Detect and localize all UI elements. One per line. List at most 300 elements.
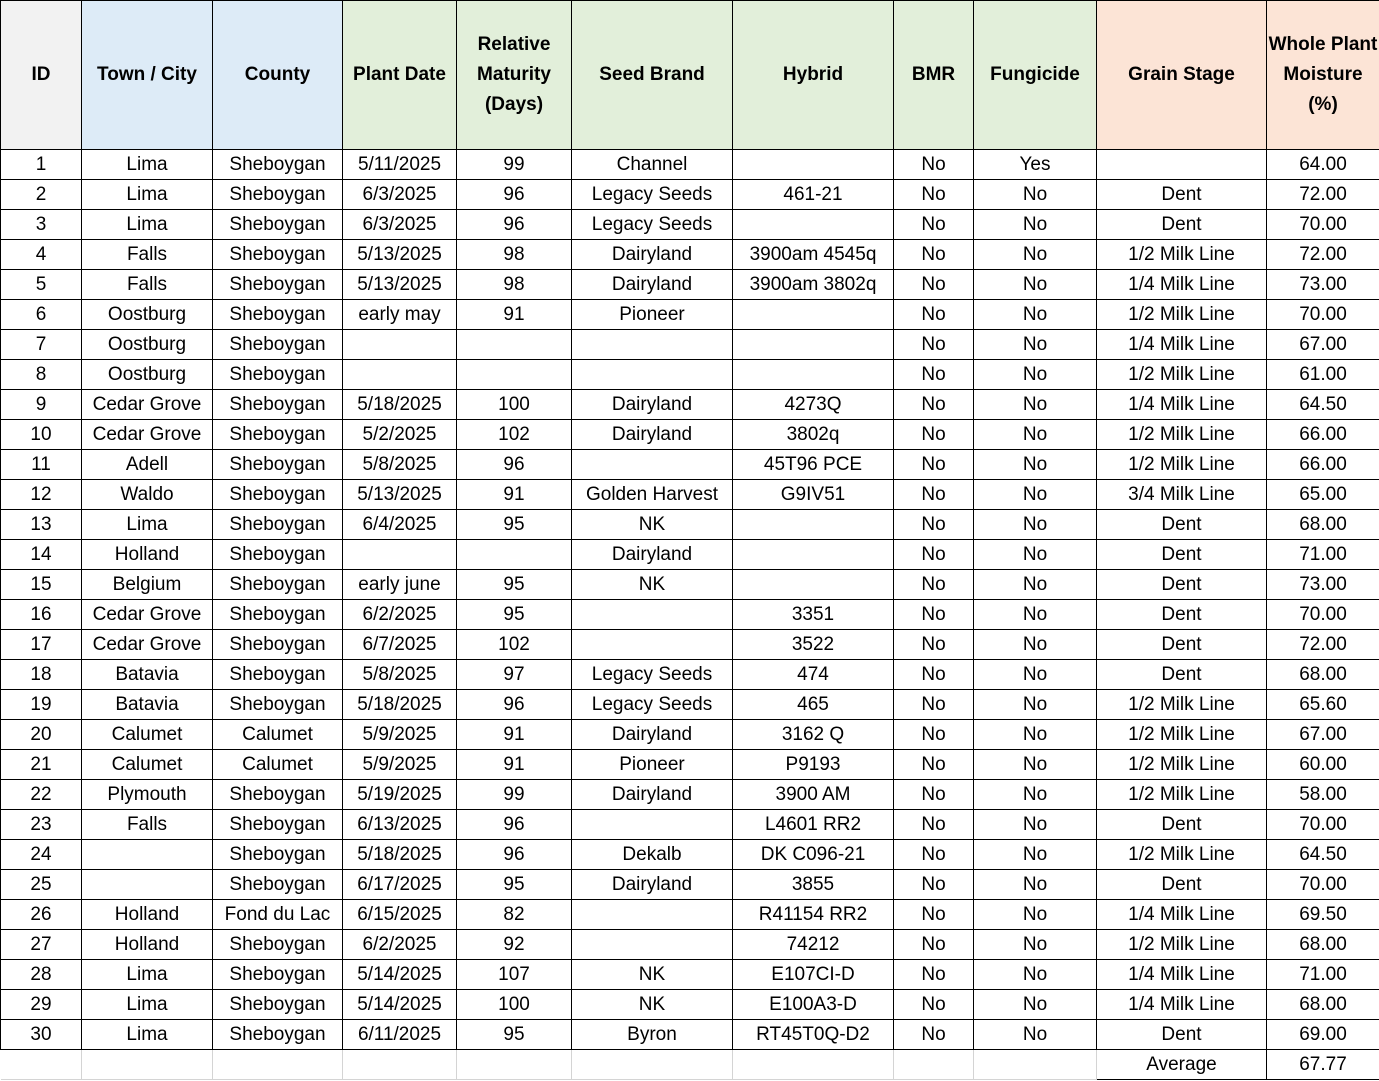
cell-relative-maturity[interactable]: 102: [457, 420, 572, 450]
cell-town-city[interactable]: Lima: [82, 1020, 213, 1050]
cell-plant-date[interactable]: 6/7/2025: [343, 630, 457, 660]
cell-plant-date[interactable]: 6/4/2025: [343, 510, 457, 540]
cell-hybrid[interactable]: 3162 Q: [733, 720, 894, 750]
header-county[interactable]: County: [213, 1, 343, 150]
cell-county[interactable]: Calumet: [213, 720, 343, 750]
cell-relative-maturity[interactable]: [457, 330, 572, 360]
cell-bmr[interactable]: No: [894, 360, 974, 390]
cell-county[interactable]: Sheboygan: [213, 240, 343, 270]
cell-bmr[interactable]: No: [894, 450, 974, 480]
cell-grain-stage[interactable]: 1/2 Milk Line: [1097, 780, 1267, 810]
cell-relative-maturity[interactable]: 82: [457, 900, 572, 930]
header-town-city[interactable]: Town / City: [82, 1, 213, 150]
cell-grain-stage[interactable]: Dent: [1097, 810, 1267, 840]
cell-town-city[interactable]: Falls: [82, 810, 213, 840]
cell-relative-maturity[interactable]: 92: [457, 930, 572, 960]
cell-seed-brand[interactable]: Dairyland: [572, 870, 733, 900]
cell-bmr[interactable]: No: [894, 510, 974, 540]
cell-plant-date[interactable]: 5/11/2025: [343, 150, 457, 180]
cell-relative-maturity[interactable]: 96: [457, 450, 572, 480]
cell-grain-stage[interactable]: 1/4 Milk Line: [1097, 900, 1267, 930]
cell-grain-stage[interactable]: 1/2 Milk Line: [1097, 300, 1267, 330]
cell-bmr[interactable]: No: [894, 270, 974, 300]
cell-town-city[interactable]: Falls: [82, 240, 213, 270]
cell-whole-plant-moisture[interactable]: 68.00: [1267, 990, 1379, 1020]
cell-seed-brand[interactable]: Golden Harvest: [572, 480, 733, 510]
cell-id[interactable]: 30: [1, 1020, 82, 1050]
cell-id[interactable]: 23: [1, 810, 82, 840]
cell-relative-maturity[interactable]: 91: [457, 750, 572, 780]
cell-hybrid[interactable]: [733, 540, 894, 570]
cell-relative-maturity[interactable]: [457, 540, 572, 570]
cell-relative-maturity[interactable]: 96: [457, 210, 572, 240]
cell-hybrid[interactable]: G9IV51: [733, 480, 894, 510]
cell-bmr[interactable]: No: [894, 870, 974, 900]
cell-whole-plant-moisture[interactable]: 68.00: [1267, 660, 1379, 690]
cell-id[interactable]: 6: [1, 300, 82, 330]
empty-cell[interactable]: [974, 1050, 1097, 1080]
cell-bmr[interactable]: No: [894, 210, 974, 240]
cell-town-city[interactable]: Lima: [82, 960, 213, 990]
header-grain-stage[interactable]: Grain Stage: [1097, 1, 1267, 150]
cell-fungicide[interactable]: No: [974, 840, 1097, 870]
cell-seed-brand[interactable]: [572, 810, 733, 840]
cell-hybrid[interactable]: 4273Q: [733, 390, 894, 420]
cell-hybrid[interactable]: [733, 570, 894, 600]
cell-plant-date[interactable]: early may: [343, 300, 457, 330]
cell-whole-plant-moisture[interactable]: 64.50: [1267, 840, 1379, 870]
cell-plant-date[interactable]: 5/19/2025: [343, 780, 457, 810]
cell-bmr[interactable]: No: [894, 600, 974, 630]
cell-bmr[interactable]: No: [894, 240, 974, 270]
cell-relative-maturity[interactable]: 97: [457, 660, 572, 690]
cell-hybrid[interactable]: [733, 210, 894, 240]
cell-whole-plant-moisture[interactable]: 70.00: [1267, 600, 1379, 630]
cell-grain-stage[interactable]: Dent: [1097, 1020, 1267, 1050]
cell-county[interactable]: Sheboygan: [213, 990, 343, 1020]
cell-relative-maturity[interactable]: 91: [457, 300, 572, 330]
cell-town-city[interactable]: Calumet: [82, 720, 213, 750]
cell-relative-maturity[interactable]: 96: [457, 690, 572, 720]
cell-relative-maturity[interactable]: 102: [457, 630, 572, 660]
cell-county[interactable]: Sheboygan: [213, 210, 343, 240]
cell-relative-maturity[interactable]: 95: [457, 570, 572, 600]
cell-county[interactable]: Sheboygan: [213, 840, 343, 870]
cell-county[interactable]: Sheboygan: [213, 540, 343, 570]
cell-county[interactable]: Sheboygan: [213, 690, 343, 720]
cell-grain-stage[interactable]: 1/2 Milk Line: [1097, 840, 1267, 870]
cell-town-city[interactable]: Holland: [82, 540, 213, 570]
average-value[interactable]: 67.77: [1267, 1050, 1379, 1080]
cell-whole-plant-moisture[interactable]: 64.00: [1267, 150, 1379, 180]
cell-fungicide[interactable]: No: [974, 930, 1097, 960]
cell-plant-date[interactable]: early june: [343, 570, 457, 600]
cell-hybrid[interactable]: L4601 RR2: [733, 810, 894, 840]
cell-town-city[interactable]: Falls: [82, 270, 213, 300]
cell-relative-maturity[interactable]: 95: [457, 600, 572, 630]
cell-id[interactable]: 8: [1, 360, 82, 390]
cell-fungicide[interactable]: No: [974, 180, 1097, 210]
cell-hybrid[interactable]: 3900am 3802q: [733, 270, 894, 300]
cell-relative-maturity[interactable]: 100: [457, 390, 572, 420]
cell-id[interactable]: 13: [1, 510, 82, 540]
cell-county[interactable]: Sheboygan: [213, 570, 343, 600]
header-fungicide[interactable]: Fungicide: [974, 1, 1097, 150]
cell-hybrid[interactable]: 3900 AM: [733, 780, 894, 810]
empty-cell[interactable]: [894, 1050, 974, 1080]
cell-hybrid[interactable]: [733, 150, 894, 180]
cell-hybrid[interactable]: P9193: [733, 750, 894, 780]
cell-town-city[interactable]: [82, 870, 213, 900]
cell-plant-date[interactable]: 5/8/2025: [343, 660, 457, 690]
cell-whole-plant-moisture[interactable]: 67.00: [1267, 330, 1379, 360]
cell-county[interactable]: Sheboygan: [213, 960, 343, 990]
cell-whole-plant-moisture[interactable]: 65.00: [1267, 480, 1379, 510]
cell-seed-brand[interactable]: [572, 900, 733, 930]
cell-whole-plant-moisture[interactable]: 70.00: [1267, 810, 1379, 840]
cell-fungicide[interactable]: No: [974, 480, 1097, 510]
header-seed-brand[interactable]: Seed Brand: [572, 1, 733, 150]
empty-cell[interactable]: [733, 1050, 894, 1080]
cell-plant-date[interactable]: 5/8/2025: [343, 450, 457, 480]
cell-whole-plant-moisture[interactable]: 61.00: [1267, 360, 1379, 390]
cell-plant-date[interactable]: 6/3/2025: [343, 210, 457, 240]
cell-plant-date[interactable]: 5/9/2025: [343, 750, 457, 780]
cell-relative-maturity[interactable]: 98: [457, 270, 572, 300]
cell-bmr[interactable]: No: [894, 330, 974, 360]
cell-id[interactable]: 9: [1, 390, 82, 420]
cell-seed-brand[interactable]: Dairyland: [572, 720, 733, 750]
cell-fungicide[interactable]: Yes: [974, 150, 1097, 180]
cell-whole-plant-moisture[interactable]: 66.00: [1267, 450, 1379, 480]
cell-hybrid[interactable]: DK C096-21: [733, 840, 894, 870]
cell-whole-plant-moisture[interactable]: 68.00: [1267, 930, 1379, 960]
cell-grain-stage[interactable]: 1/2 Milk Line: [1097, 240, 1267, 270]
cell-bmr[interactable]: No: [894, 900, 974, 930]
cell-grain-stage[interactable]: Dent: [1097, 630, 1267, 660]
cell-hybrid[interactable]: 465: [733, 690, 894, 720]
cell-grain-stage[interactable]: 1/2 Milk Line: [1097, 690, 1267, 720]
empty-cell[interactable]: [457, 1050, 572, 1080]
header-plant-date[interactable]: Plant Date: [343, 1, 457, 150]
cell-town-city[interactable]: Cedar Grove: [82, 390, 213, 420]
cell-fungicide[interactable]: No: [974, 360, 1097, 390]
cell-seed-brand[interactable]: NK: [572, 570, 733, 600]
cell-grain-stage[interactable]: 1/4 Milk Line: [1097, 960, 1267, 990]
cell-grain-stage[interactable]: 1/4 Milk Line: [1097, 390, 1267, 420]
cell-hybrid[interactable]: [733, 330, 894, 360]
cell-bmr[interactable]: No: [894, 420, 974, 450]
cell-id[interactable]: 22: [1, 780, 82, 810]
cell-fungicide[interactable]: No: [974, 270, 1097, 300]
cell-town-city[interactable]: Plymouth: [82, 780, 213, 810]
cell-whole-plant-moisture[interactable]: 70.00: [1267, 870, 1379, 900]
cell-plant-date[interactable]: 6/11/2025: [343, 1020, 457, 1050]
cell-whole-plant-moisture[interactable]: 72.00: [1267, 240, 1379, 270]
cell-relative-maturity[interactable]: 96: [457, 810, 572, 840]
cell-grain-stage[interactable]: 1/2 Milk Line: [1097, 450, 1267, 480]
cell-grain-stage[interactable]: 1/2 Milk Line: [1097, 420, 1267, 450]
cell-whole-plant-moisture[interactable]: 72.00: [1267, 180, 1379, 210]
cell-seed-brand[interactable]: Legacy Seeds: [572, 690, 733, 720]
cell-id[interactable]: 11: [1, 450, 82, 480]
cell-hybrid[interactable]: [733, 360, 894, 390]
cell-bmr[interactable]: No: [894, 180, 974, 210]
cell-hybrid[interactable]: 474: [733, 660, 894, 690]
cell-hybrid[interactable]: 3855: [733, 870, 894, 900]
cell-grain-stage[interactable]: Dent: [1097, 570, 1267, 600]
cell-county[interactable]: Sheboygan: [213, 930, 343, 960]
cell-town-city[interactable]: Adell: [82, 450, 213, 480]
cell-whole-plant-moisture[interactable]: 71.00: [1267, 960, 1379, 990]
cell-hybrid[interactable]: 3802q: [733, 420, 894, 450]
cell-fungicide[interactable]: No: [974, 660, 1097, 690]
cell-bmr[interactable]: No: [894, 690, 974, 720]
cell-plant-date[interactable]: 5/18/2025: [343, 840, 457, 870]
cell-id[interactable]: 2: [1, 180, 82, 210]
cell-fungicide[interactable]: No: [974, 960, 1097, 990]
cell-plant-date[interactable]: [343, 540, 457, 570]
cell-county[interactable]: Sheboygan: [213, 420, 343, 450]
cell-hybrid[interactable]: RT45T0Q-D2: [733, 1020, 894, 1050]
cell-town-city[interactable]: Batavia: [82, 690, 213, 720]
cell-fungicide[interactable]: No: [974, 630, 1097, 660]
cell-relative-maturity[interactable]: 107: [457, 960, 572, 990]
cell-county[interactable]: Sheboygan: [213, 630, 343, 660]
cell-plant-date[interactable]: 5/13/2025: [343, 240, 457, 270]
cell-town-city[interactable]: Batavia: [82, 660, 213, 690]
cell-town-city[interactable]: Oostburg: [82, 330, 213, 360]
cell-seed-brand[interactable]: Dekalb: [572, 840, 733, 870]
cell-id[interactable]: 15: [1, 570, 82, 600]
cell-fungicide[interactable]: No: [974, 300, 1097, 330]
cell-town-city[interactable]: Cedar Grove: [82, 600, 213, 630]
cell-plant-date[interactable]: 5/13/2025: [343, 480, 457, 510]
cell-county[interactable]: Sheboygan: [213, 360, 343, 390]
cell-fungicide[interactable]: No: [974, 540, 1097, 570]
cell-id[interactable]: 3: [1, 210, 82, 240]
cell-county[interactable]: Sheboygan: [213, 330, 343, 360]
cell-town-city[interactable]: Oostburg: [82, 300, 213, 330]
cell-fungicide[interactable]: No: [974, 870, 1097, 900]
cell-relative-maturity[interactable]: 91: [457, 720, 572, 750]
cell-county[interactable]: Sheboygan: [213, 600, 343, 630]
cell-bmr[interactable]: No: [894, 1020, 974, 1050]
header-whole-plant-moisture[interactable]: Whole Plant Moisture (%): [1267, 1, 1379, 150]
cell-id[interactable]: 7: [1, 330, 82, 360]
cell-whole-plant-moisture[interactable]: 67.00: [1267, 720, 1379, 750]
cell-seed-brand[interactable]: Legacy Seeds: [572, 180, 733, 210]
cell-county[interactable]: Sheboygan: [213, 870, 343, 900]
cell-plant-date[interactable]: 6/2/2025: [343, 600, 457, 630]
cell-fungicide[interactable]: No: [974, 420, 1097, 450]
cell-hybrid[interactable]: 74212: [733, 930, 894, 960]
cell-fungicide[interactable]: No: [974, 1020, 1097, 1050]
cell-whole-plant-moisture[interactable]: 73.00: [1267, 570, 1379, 600]
cell-grain-stage[interactable]: Dent: [1097, 600, 1267, 630]
cell-seed-brand[interactable]: NK: [572, 960, 733, 990]
cell-bmr[interactable]: No: [894, 840, 974, 870]
cell-fungicide[interactable]: No: [974, 240, 1097, 270]
cell-bmr[interactable]: No: [894, 630, 974, 660]
cell-hybrid[interactable]: 461-21: [733, 180, 894, 210]
cell-grain-stage[interactable]: Dent: [1097, 210, 1267, 240]
cell-seed-brand[interactable]: [572, 330, 733, 360]
cell-whole-plant-moisture[interactable]: 70.00: [1267, 300, 1379, 330]
cell-bmr[interactable]: No: [894, 960, 974, 990]
cell-fungicide[interactable]: No: [974, 450, 1097, 480]
cell-relative-maturity[interactable]: 99: [457, 150, 572, 180]
cell-id[interactable]: 17: [1, 630, 82, 660]
cell-seed-brand[interactable]: Dairyland: [572, 390, 733, 420]
cell-county[interactable]: Sheboygan: [213, 780, 343, 810]
cell-fungicide[interactable]: No: [974, 330, 1097, 360]
cell-seed-brand[interactable]: [572, 630, 733, 660]
header-hybrid[interactable]: Hybrid: [733, 1, 894, 150]
cell-grain-stage[interactable]: Dent: [1097, 510, 1267, 540]
cell-town-city[interactable]: Calumet: [82, 750, 213, 780]
cell-bmr[interactable]: No: [894, 150, 974, 180]
cell-town-city[interactable]: Waldo: [82, 480, 213, 510]
cell-whole-plant-moisture[interactable]: 73.00: [1267, 270, 1379, 300]
cell-fungicide[interactable]: No: [974, 780, 1097, 810]
cell-bmr[interactable]: No: [894, 390, 974, 420]
header-bmr[interactable]: BMR: [894, 1, 974, 150]
cell-county[interactable]: Fond du Lac: [213, 900, 343, 930]
cell-fungicide[interactable]: No: [974, 690, 1097, 720]
header-id[interactable]: ID: [1, 1, 82, 150]
empty-cell[interactable]: [213, 1050, 343, 1080]
cell-id[interactable]: 1: [1, 150, 82, 180]
cell-id[interactable]: 16: [1, 600, 82, 630]
cell-grain-stage[interactable]: Dent: [1097, 180, 1267, 210]
cell-whole-plant-moisture[interactable]: 68.00: [1267, 510, 1379, 540]
cell-town-city[interactable]: Holland: [82, 900, 213, 930]
cell-seed-brand[interactable]: NK: [572, 990, 733, 1020]
cell-seed-brand[interactable]: [572, 450, 733, 480]
cell-seed-brand[interactable]: Dairyland: [572, 420, 733, 450]
cell-town-city[interactable]: Cedar Grove: [82, 630, 213, 660]
cell-id[interactable]: 19: [1, 690, 82, 720]
cell-whole-plant-moisture[interactable]: 66.00: [1267, 420, 1379, 450]
cell-county[interactable]: Sheboygan: [213, 390, 343, 420]
cell-bmr[interactable]: No: [894, 660, 974, 690]
cell-fungicide[interactable]: No: [974, 390, 1097, 420]
cell-whole-plant-moisture[interactable]: 69.50: [1267, 900, 1379, 930]
cell-id[interactable]: 25: [1, 870, 82, 900]
cell-bmr[interactable]: No: [894, 480, 974, 510]
cell-plant-date[interactable]: 5/14/2025: [343, 990, 457, 1020]
cell-grain-stage[interactable]: 1/4 Milk Line: [1097, 990, 1267, 1020]
cell-seed-brand[interactable]: [572, 600, 733, 630]
cell-county[interactable]: Sheboygan: [213, 300, 343, 330]
cell-seed-brand[interactable]: [572, 360, 733, 390]
average-label[interactable]: Average: [1097, 1050, 1267, 1080]
cell-bmr[interactable]: No: [894, 540, 974, 570]
cell-grain-stage[interactable]: Dent: [1097, 660, 1267, 690]
cell-id[interactable]: 5: [1, 270, 82, 300]
empty-cell[interactable]: [82, 1050, 213, 1080]
cell-relative-maturity[interactable]: [457, 360, 572, 390]
cell-hybrid[interactable]: E100A3-D: [733, 990, 894, 1020]
cell-whole-plant-moisture[interactable]: 72.00: [1267, 630, 1379, 660]
cell-town-city[interactable]: Cedar Grove: [82, 420, 213, 450]
cell-seed-brand[interactable]: Dairyland: [572, 270, 733, 300]
cell-id[interactable]: 21: [1, 750, 82, 780]
cell-id[interactable]: 24: [1, 840, 82, 870]
cell-grain-stage[interactable]: 1/4 Milk Line: [1097, 270, 1267, 300]
cell-fungicide[interactable]: No: [974, 720, 1097, 750]
cell-id[interactable]: 20: [1, 720, 82, 750]
cell-id[interactable]: 26: [1, 900, 82, 930]
cell-county[interactable]: Sheboygan: [213, 510, 343, 540]
cell-hybrid[interactable]: E107CI-D: [733, 960, 894, 990]
cell-hybrid[interactable]: R41154 RR2: [733, 900, 894, 930]
cell-seed-brand[interactable]: Legacy Seeds: [572, 210, 733, 240]
cell-hybrid[interactable]: 45T96 PCE: [733, 450, 894, 480]
cell-grain-stage[interactable]: Dent: [1097, 870, 1267, 900]
cell-county[interactable]: Sheboygan: [213, 660, 343, 690]
cell-seed-brand[interactable]: NK: [572, 510, 733, 540]
cell-plant-date[interactable]: 6/17/2025: [343, 870, 457, 900]
cell-relative-maturity[interactable]: 95: [457, 870, 572, 900]
empty-cell[interactable]: [1, 1050, 82, 1080]
cell-id[interactable]: 28: [1, 960, 82, 990]
cell-relative-maturity[interactable]: 95: [457, 510, 572, 540]
cell-relative-maturity[interactable]: 99: [457, 780, 572, 810]
cell-id[interactable]: 10: [1, 420, 82, 450]
cell-seed-brand[interactable]: Legacy Seeds: [572, 660, 733, 690]
cell-bmr[interactable]: No: [894, 780, 974, 810]
cell-fungicide[interactable]: No: [974, 990, 1097, 1020]
cell-whole-plant-moisture[interactable]: 70.00: [1267, 210, 1379, 240]
cell-whole-plant-moisture[interactable]: 65.60: [1267, 690, 1379, 720]
cell-hybrid[interactable]: 3900am 4545q: [733, 240, 894, 270]
cell-plant-date[interactable]: 6/3/2025: [343, 180, 457, 210]
cell-relative-maturity[interactable]: 96: [457, 840, 572, 870]
cell-bmr[interactable]: No: [894, 300, 974, 330]
header-relative-maturity[interactable]: Relative Maturity (Days): [457, 1, 572, 150]
cell-plant-date[interactable]: 5/14/2025: [343, 960, 457, 990]
cell-plant-date[interactable]: 6/2/2025: [343, 930, 457, 960]
cell-fungicide[interactable]: No: [974, 750, 1097, 780]
cell-seed-brand[interactable]: Pioneer: [572, 300, 733, 330]
cell-town-city[interactable]: Lima: [82, 990, 213, 1020]
cell-hybrid[interactable]: [733, 510, 894, 540]
cell-county[interactable]: Sheboygan: [213, 180, 343, 210]
cell-plant-date[interactable]: 5/13/2025: [343, 270, 457, 300]
empty-cell[interactable]: [343, 1050, 457, 1080]
cell-bmr[interactable]: No: [894, 750, 974, 780]
cell-grain-stage[interactable]: 1/2 Milk Line: [1097, 720, 1267, 750]
cell-plant-date[interactable]: 5/9/2025: [343, 720, 457, 750]
cell-relative-maturity[interactable]: 91: [457, 480, 572, 510]
cell-county[interactable]: Sheboygan: [213, 150, 343, 180]
cell-plant-date[interactable]: [343, 330, 457, 360]
cell-grain-stage[interactable]: 1/2 Milk Line: [1097, 750, 1267, 780]
cell-fungicide[interactable]: No: [974, 510, 1097, 540]
cell-town-city[interactable]: Holland: [82, 930, 213, 960]
cell-whole-plant-moisture[interactable]: 60.00: [1267, 750, 1379, 780]
cell-id[interactable]: 4: [1, 240, 82, 270]
cell-county[interactable]: Sheboygan: [213, 480, 343, 510]
cell-town-city[interactable]: Belgium: [82, 570, 213, 600]
cell-hybrid[interactable]: 3522: [733, 630, 894, 660]
cell-plant-date[interactable]: 6/15/2025: [343, 900, 457, 930]
cell-bmr[interactable]: No: [894, 930, 974, 960]
cell-town-city[interactable]: Lima: [82, 180, 213, 210]
cell-county[interactable]: Sheboygan: [213, 450, 343, 480]
